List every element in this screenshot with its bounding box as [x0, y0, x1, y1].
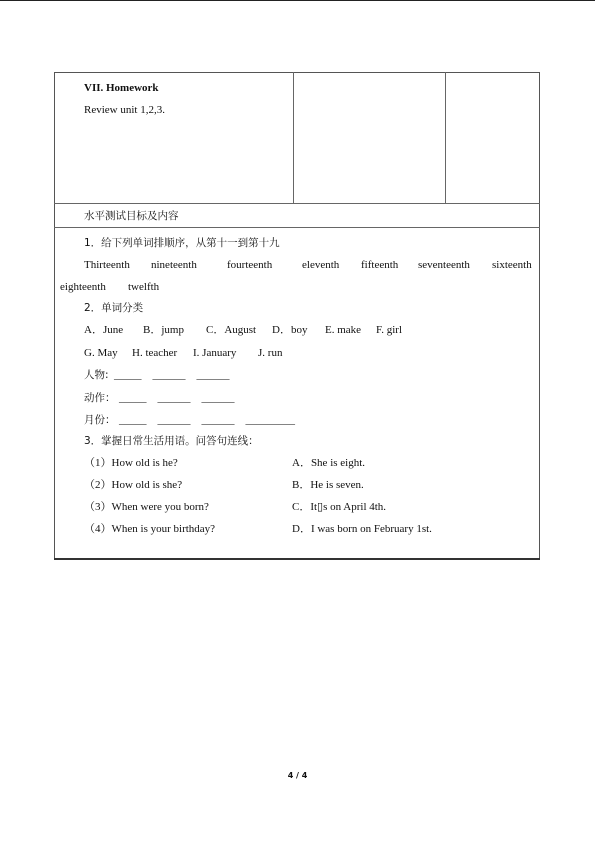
q3-prompt: 3．掌握日常生活用语。问答句连线：: [84, 435, 259, 447]
q1-word: Thirteenth: [84, 259, 130, 271]
q2-option: A．June: [84, 324, 124, 336]
q3-answer: B．He is seven.: [292, 479, 364, 491]
homework-line: Review unit 1,2,3.: [84, 104, 165, 116]
q2-row-label: 动作：: [84, 392, 116, 404]
q2-row-label: 人物:: [84, 369, 109, 381]
q1-word: sixteenth: [492, 259, 532, 271]
q2-row-blanks: _____ ______ ______ _________: [119, 414, 295, 426]
q2-option: G. May: [84, 347, 118, 359]
q3-question: （2）How old is she?: [84, 479, 183, 491]
section-title: 水平测试目标及内容: [84, 210, 179, 222]
top-rule: [0, 0, 595, 1]
table-bottom-rule: [54, 558, 540, 560]
page-number: 4 / 4: [287, 771, 308, 780]
q2-row-label: 月份：: [84, 414, 116, 426]
q3-answer: C．It▯s on April 4th.: [292, 501, 387, 513]
q1-word: fifteenth: [361, 259, 399, 271]
q3-answer: D．I was born on February 1st.: [292, 523, 432, 535]
q2-option: J. run: [258, 347, 283, 359]
q2-row-blanks: _____ ______ ______: [119, 392, 235, 404]
q1-word: twelfth: [128, 281, 160, 293]
homework-heading: VII. Homework: [84, 82, 159, 94]
q1-prompt: 1．给下列单词排顺序，从第十一到第十九: [84, 237, 280, 249]
q2-option: F. girl: [376, 324, 403, 336]
q2-prompt: 2．单词分类: [84, 302, 144, 314]
q2-option: B．jump: [143, 324, 184, 336]
row-divider-1: [54, 203, 540, 204]
q2-option: C．August: [206, 324, 257, 336]
q1-word: nineteenth: [151, 259, 197, 271]
q2-option: D．boy: [272, 324, 308, 336]
q1-word: fourteenth: [227, 259, 273, 271]
q1-word: seventeenth: [418, 259, 470, 271]
q3-question: （3）When were you born?: [84, 501, 209, 513]
q2-option: H. teacher: [132, 347, 178, 359]
q1-word: eighteenth: [60, 281, 106, 293]
column-divider-1: [293, 72, 294, 203]
q3-answer: A．She is eight.: [292, 457, 366, 469]
column-divider-2: [445, 72, 446, 203]
row-divider-2: [54, 227, 540, 228]
q2-option: E. make: [325, 324, 362, 336]
q3-question: （4）When is your birthday?: [84, 523, 216, 535]
q2-option: I. January: [193, 347, 237, 359]
q1-word: eleventh: [302, 259, 340, 271]
q3-question: （1）How old is he?: [84, 457, 178, 469]
q2-row-blanks: _____ ______ ______: [114, 369, 230, 381]
